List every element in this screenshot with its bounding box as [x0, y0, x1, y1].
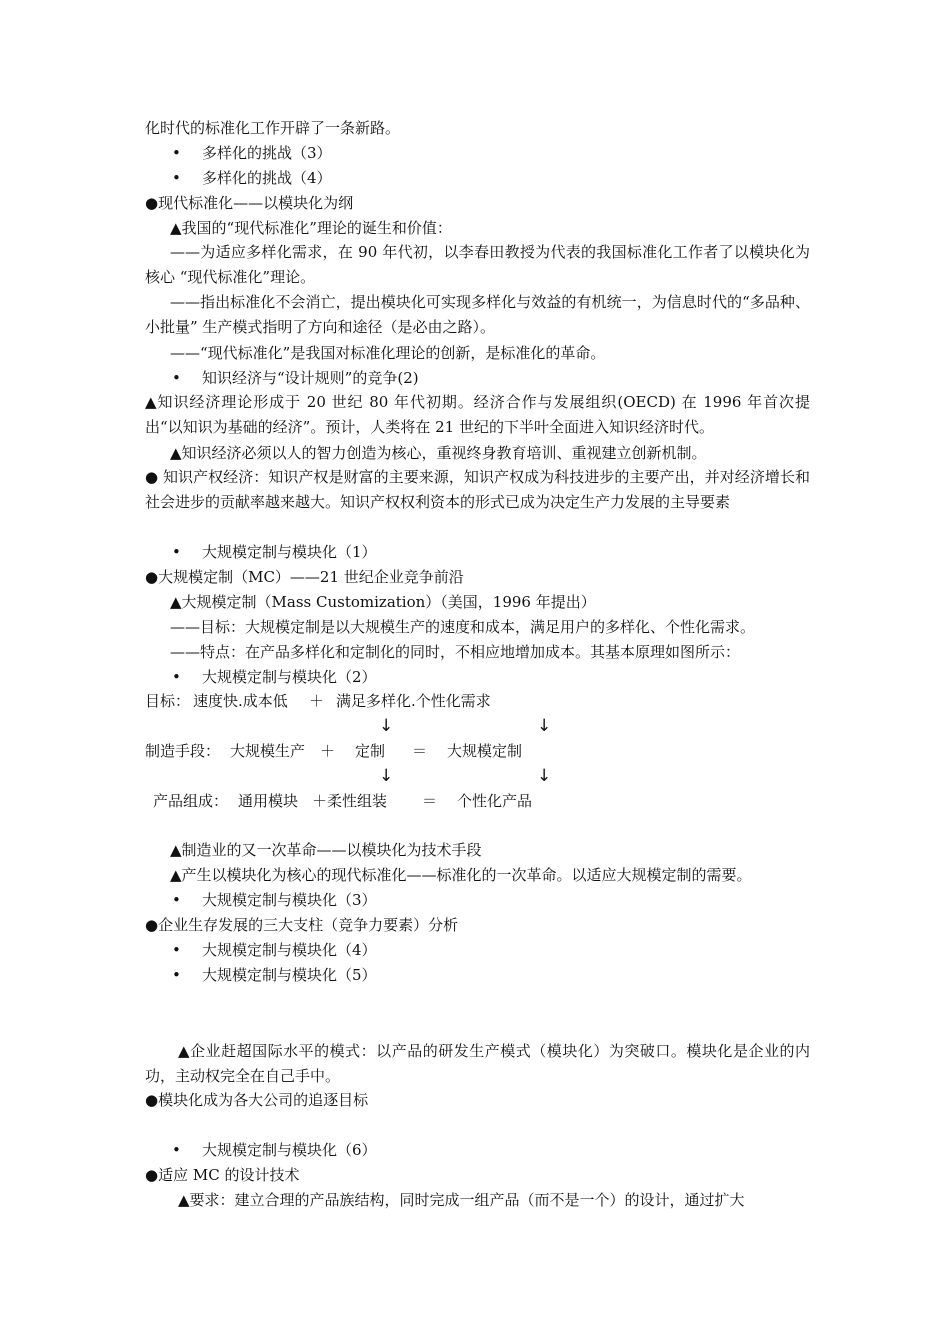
- bullet-item: [172, 167, 837, 189]
- text-line: ▲产生以模块化为核心的现代标准化——标准化的一次革命。以适应大规模定制的需要。: [170, 866, 752, 884]
- arrow-down-icon: ↓: [379, 766, 394, 786]
- bullet-item: [172, 889, 837, 911]
- text-line: ——目标：大规模定制是以大规模生产的速度和成本，满足用户的多样化、个性化需求。: [170, 618, 756, 636]
- bullet-text: 大规模定制与模块化（6）: [202, 1141, 377, 1159]
- diagram-goal-demand: 满足多样化.个性化需求: [336, 692, 491, 710]
- diagram-mass-production: 大规模生产: [230, 742, 306, 760]
- diagram-flexible-assembly: ＋柔性组装: [312, 792, 388, 810]
- subheading: ▲我国的“现代标准化”理论的诞生和价值：: [170, 219, 452, 237]
- paragraph: ● 知识产权经济：知识产权是财富的主要来源，知识产权成为科技进步的主要产出，并对经济增长和社会进步的贡献率越来越大。知识产权权利资本的形式已成为决定生产力发展的主导要素: [145, 468, 810, 511]
- text-line: ▲制造业的又一次革命——以模块化为技术手段: [170, 841, 482, 859]
- bullet-text: 大规模定制与模块化（5）: [202, 966, 377, 984]
- paragraph: ▲企业赶超国际水平的模式：以产品的研发生产模式（模块化）为突破口。模块化是企业的内功，主动权完全在自己手中。: [145, 1042, 810, 1085]
- section-heading: ●适应 MC 的设计技术: [145, 1166, 300, 1184]
- bullet-item: [172, 939, 837, 961]
- text-line: ▲知识经济必须以人的智力创造为核心，重视终身教育培训、重视建立创新机制。: [170, 444, 707, 462]
- arrow-down-icon: ↓: [537, 766, 552, 786]
- bullet-item: [172, 964, 837, 986]
- subheading: ▲大规模定制（Mass Customization）（美国，1996 年提出）: [170, 593, 596, 611]
- equals-sign: ＝: [422, 792, 438, 810]
- bullet-text: 大规模定制与模块化（2）: [202, 668, 377, 686]
- section-heading: ●大规模定制（MC）——21 世纪企业竞争前沿: [145, 568, 464, 586]
- bullet-item: [172, 367, 837, 389]
- bullet-text: 多样化的挑战（3）: [202, 144, 332, 162]
- bullet-icon: •: [172, 144, 181, 162]
- bullet-icon: •: [172, 169, 181, 187]
- arrow-down-icon: ↓: [537, 716, 552, 736]
- section-heading: ●现代标准化——以模块化为纲: [145, 194, 354, 212]
- paragraph: ——为适应多样化需求，在 90 年代初，以李春田教授为代表的我国标准化工作者了以模块化为核心 “现代标准化”理论。: [145, 243, 810, 286]
- diagram-row-label: 目标：: [145, 692, 191, 710]
- diagram-mass-customization: 大规模定制: [447, 742, 523, 760]
- text-line: ——“现代标准化”是我国对标准化理论的创新，是标准化的革命。: [170, 344, 606, 362]
- paragraph: ——指出标准化不会消亡，提出模块化可实现多样化与效益的有机统一，为信息时代的“多品种、小批量” 生产模式指明了方向和途径（是必由之路）。: [145, 293, 810, 336]
- bullet-item: [172, 666, 837, 688]
- bullet-icon: •: [172, 966, 181, 984]
- equals-sign: ＝: [412, 742, 428, 760]
- diagram-common-module: 通用模块: [238, 792, 299, 810]
- text-line: ——特点：在产品多样化和定制化的同时，不相应地增加成本。其基本原理如图所示：: [170, 643, 741, 661]
- bullet-icon: •: [172, 543, 181, 561]
- bullet-icon: •: [172, 891, 181, 909]
- bullet-icon: •: [172, 369, 181, 387]
- bullet-text: 大规模定制与模块化（4）: [202, 941, 377, 959]
- diagram-customization: 定制: [355, 742, 386, 760]
- diagram-row-label: 产品组成：: [153, 792, 229, 810]
- arrow-down-icon: ↓: [379, 716, 394, 736]
- bullet-item: [172, 142, 837, 164]
- plus-sign: ＋: [320, 742, 336, 760]
- diagram-row-label: 制造手段：: [145, 742, 221, 760]
- bullet-item: [172, 1139, 837, 1161]
- bullet-text: 知识经济与“设计规则”的竞争(2): [202, 369, 419, 387]
- bullet-icon: •: [172, 668, 181, 686]
- bullet-text: 大规模定制与模块化（3）: [202, 891, 377, 909]
- bullet-text: 多样化的挑战（4）: [202, 169, 332, 187]
- paragraph: ▲知识经济理论形成于 20 世纪 80 年代初期。经济合作与发展组织(OECD) 在 1996 年首次提出“以知识为基础的经济”。预计，人类将在 21 世纪的下半叶全面进入知识经济时代。: [145, 393, 810, 436]
- bullet-icon: •: [172, 941, 181, 959]
- text-line: ▲要求：建立合理的产品族结构，同时完成一组产品（而不是一个）的设计，通过扩大: [178, 1191, 745, 1209]
- plus-sign: ＋: [309, 692, 325, 710]
- bullet-icon: •: [172, 1141, 181, 1159]
- bullet-text: 大规模定制与模块化（1）: [202, 543, 377, 561]
- diagram-goal-cost: 速度快.成本低: [193, 692, 288, 710]
- section-heading: ●模块化成为各大公司的追逐目标: [145, 1091, 369, 1109]
- text-line: 化时代的标准化工作开辟了一条新路。: [145, 119, 401, 137]
- section-heading: ●企业生存发展的三大支柱（竞争力要素）分析: [145, 916, 459, 934]
- bullet-item: [172, 541, 837, 563]
- diagram-personalized-product: 个性化产品: [457, 792, 533, 810]
